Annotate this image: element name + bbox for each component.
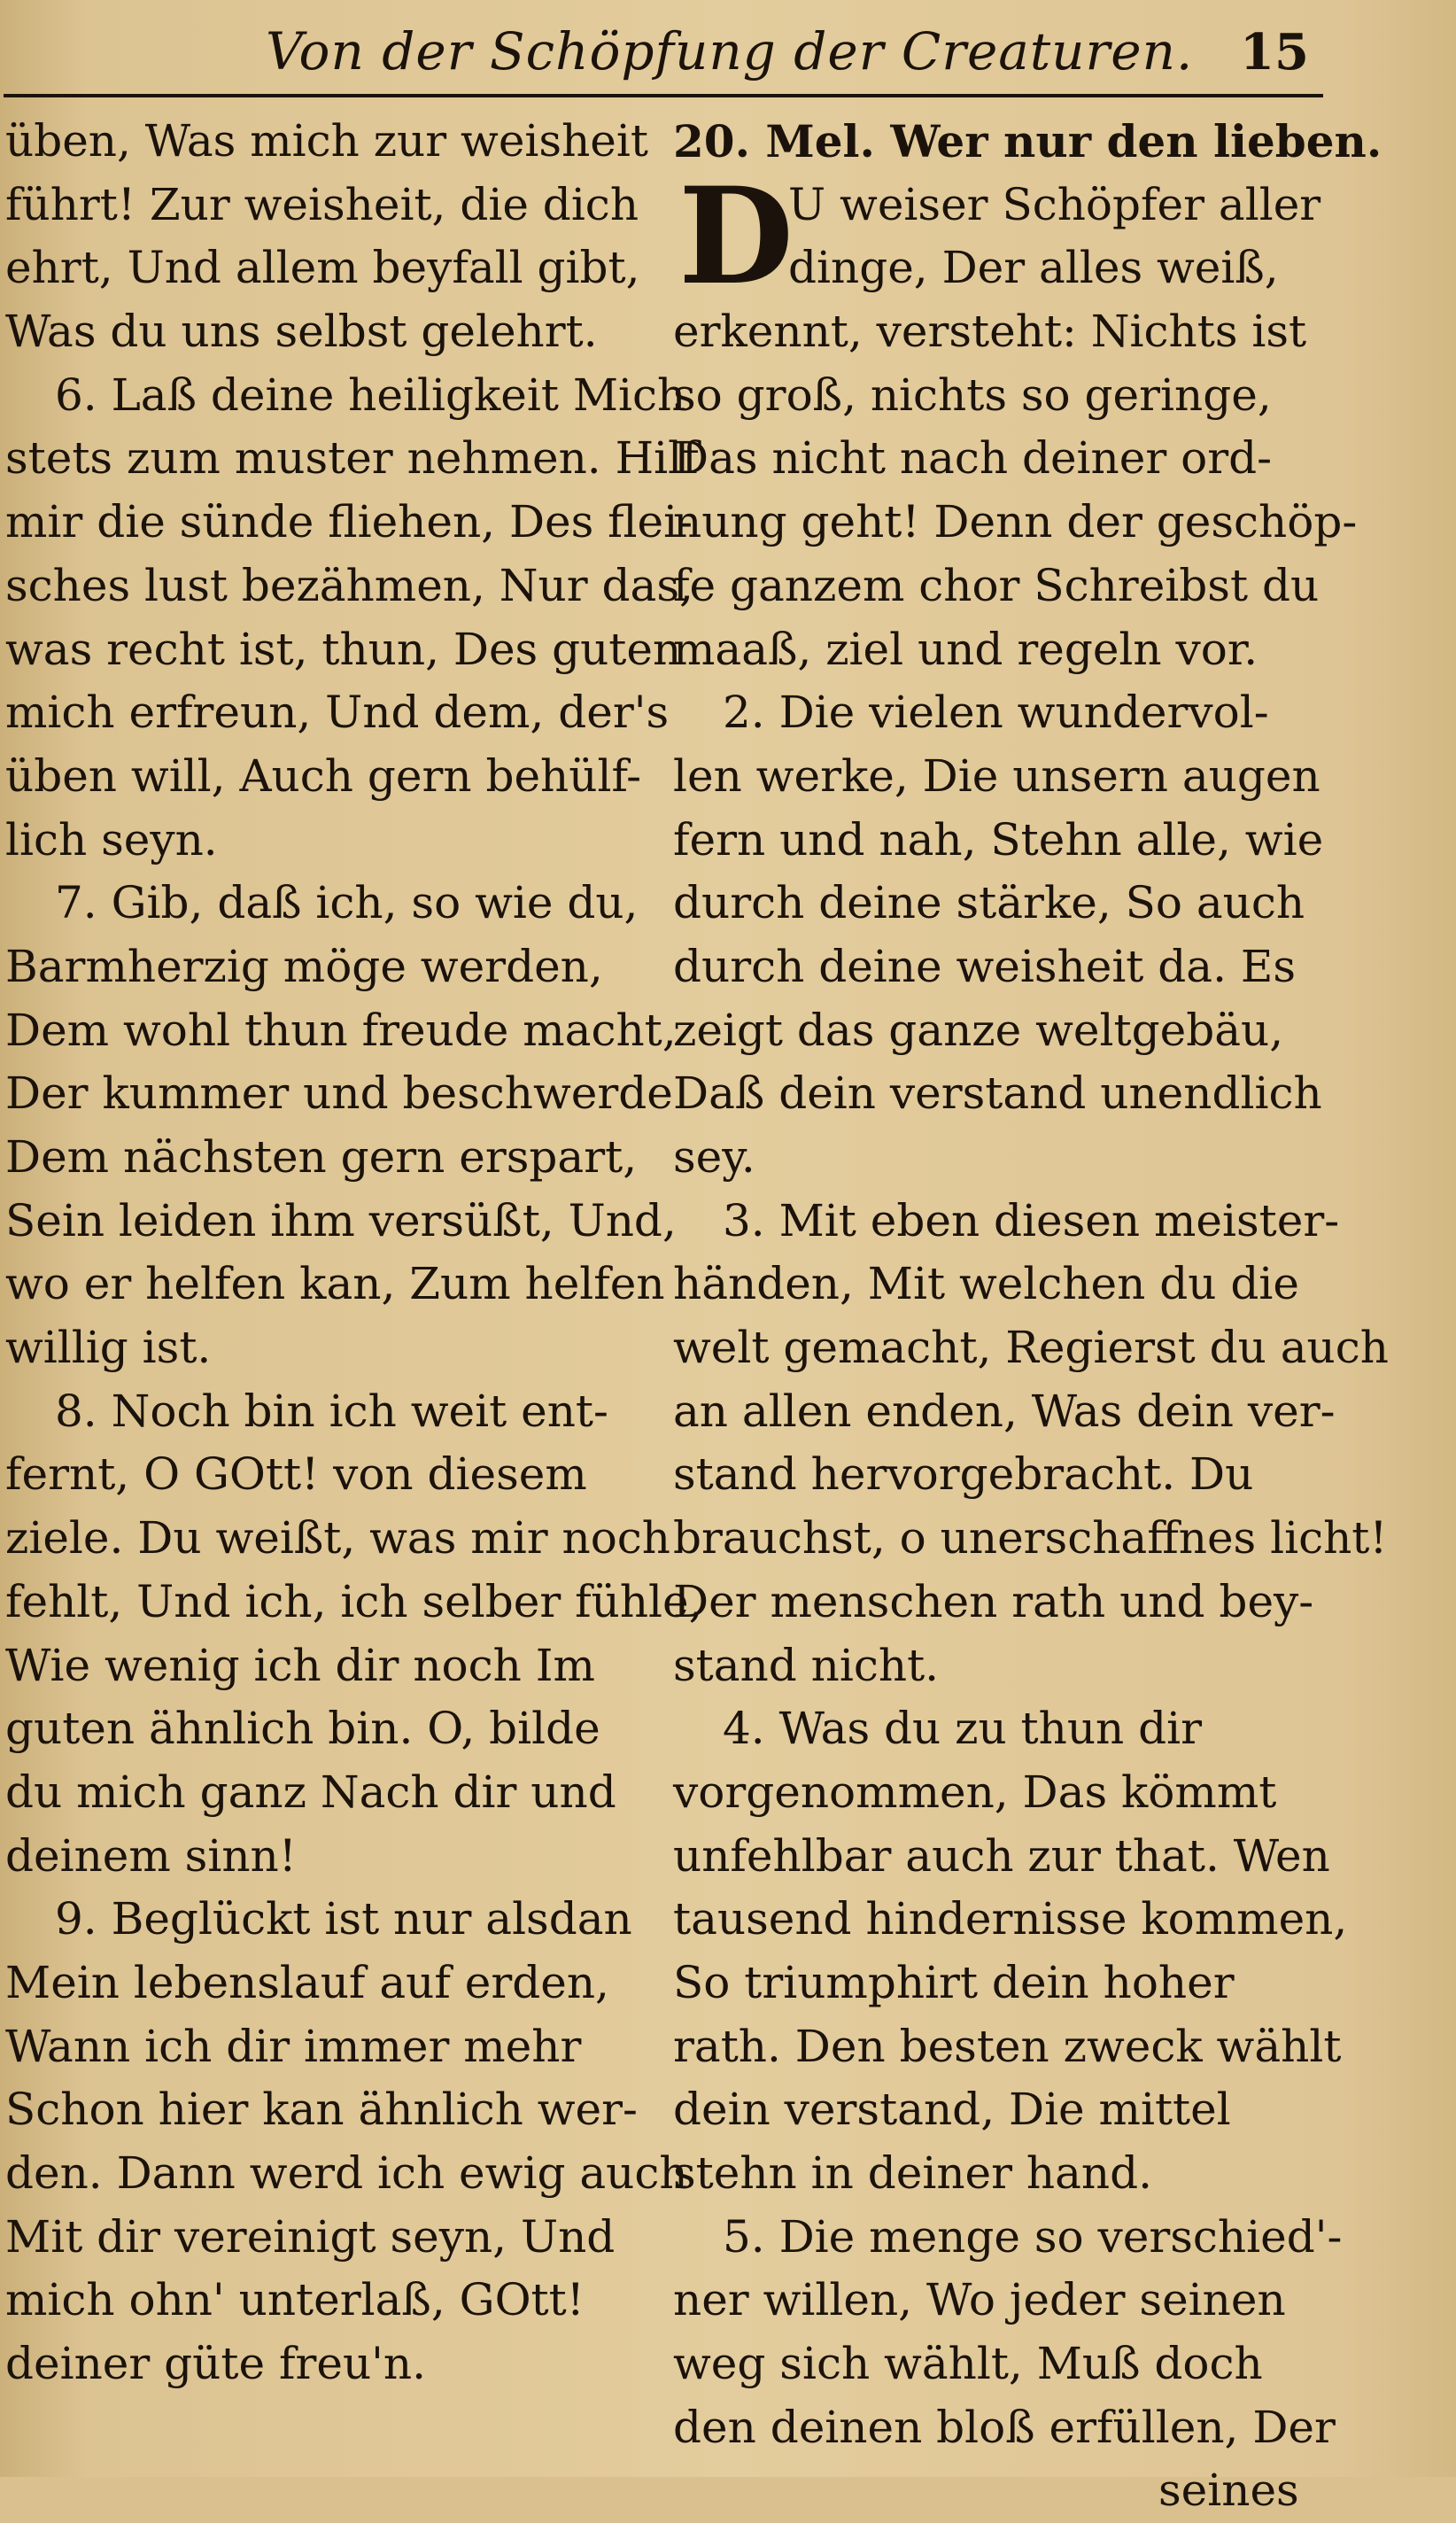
text-line: üben, Was mich zur weisheit	[5, 115, 648, 167]
stanza-6-start: 6. Laß deine heiligkeit Mich	[55, 369, 686, 421]
text-line: Was du uns selbst gelehrt.	[5, 306, 598, 358]
text-line: dinge, Der alles weiß,	[788, 242, 1279, 294]
text-line: weg sich wählt, Muß doch	[673, 2338, 1263, 2390]
text-line: stets zum muster nehmen. Hilf	[5, 432, 699, 485]
catchword: seines	[1158, 2465, 1299, 2517]
text-line: tausend hindernisse kommen,	[673, 1893, 1348, 1945]
text-line: Mit dir vereinigt seyn, Und	[5, 2210, 616, 2263]
text-line: Schon hier kan ähnlich wer-	[5, 2084, 638, 2136]
text-line: führt! Zur weisheit, die dich	[5, 178, 639, 230]
stanza-5-start: 5. Die menge so verschied'-	[723, 2210, 1343, 2263]
text-line: So triumphirt dein hoher	[673, 1956, 1235, 2008]
page-number: 15	[1240, 23, 1309, 82]
text-line: sches lust bezähmen, Nur das,	[5, 559, 693, 611]
text-line: Dem wohl thun freude macht,	[5, 1004, 677, 1056]
drop-cap: D	[678, 158, 794, 314]
text-line: du mich ganz Nach dir und	[5, 1766, 616, 1818]
text-line: händen, Mit welchen du die	[673, 1258, 1299, 1310]
right-column	[673, 110, 1389, 2523]
text-line: vorgenommen, Das kömmt	[673, 1766, 1277, 1818]
text-line: sey.	[673, 1131, 755, 1183]
text-line: nung geht! Denn der geschöp-	[673, 496, 1358, 548]
text-line: dein verstand, Die mittel	[673, 2084, 1231, 2136]
text-line: len werke, Die unsern augen	[673, 749, 1320, 802]
text-line: den deinen bloß erfüllen, Der	[673, 2401, 1336, 2453]
text-line: Wie wenig ich dir noch Im	[5, 1639, 595, 1691]
stanza-3-start: 3. Mit eben diesen meister-	[723, 1194, 1340, 1246]
text-line: Sein leiden ihm versüßt, Und,	[5, 1194, 677, 1246]
text-line: durch deine weisheit da. Es	[673, 940, 1297, 992]
stanza-2-start: 2. Die vielen wundervol-	[723, 687, 1269, 739]
text-line: welt gemacht, Regierst du auch	[673, 1322, 1389, 1374]
text-line: stand hervorgebracht. Du	[673, 1448, 1254, 1501]
text-line: was recht ist, thun, Des guten	[5, 623, 682, 675]
text-line: fernt, O GOtt! von diesem	[5, 1448, 587, 1501]
running-title: Von der Schöpfung der Creaturen.	[266, 21, 1194, 82]
text-line: fern und nah, Stehn alle, wie	[673, 813, 1324, 866]
melody-heading: 20. Mel. Wer nur den lieben.	[673, 115, 1382, 167]
text-line: mich ohn' unterlaß, GOtt!	[5, 2274, 585, 2326]
text-line: maaß, ziel und regeln vor.	[673, 623, 1259, 675]
text-line: ner willen, Wo jeder seinen	[673, 2274, 1286, 2326]
text-line: Wann ich dir immer mehr	[5, 2020, 582, 2072]
text-line: Das nicht nach deiner ord-	[673, 432, 1273, 485]
stanza-8-start: 8. Noch bin ich weit ent-	[55, 1385, 608, 1437]
text-line: mich erfreun, Und dem, der's	[5, 687, 670, 739]
text-line: an allen enden, Was dein ver-	[673, 1385, 1336, 1437]
text-line: Daß dein verstand unendlich	[673, 1067, 1322, 1120]
text-line: Mein lebenslauf auf erden,	[5, 1956, 609, 2008]
text-line: Barmherzig möge werden,	[5, 940, 603, 992]
text-line: wo er helfen kan, Zum helfen	[5, 1258, 665, 1310]
text-line: U weiser Schöpfer aller	[788, 178, 1321, 230]
text-line: deiner güte freu'n.	[5, 2338, 426, 2390]
page-header	[0, 12, 1456, 97]
stanza-7-start: 7. Gib, daß ich, so wie du,	[55, 877, 639, 929]
stanza-9-start: 9. Beglückt ist nur alsdan	[55, 1893, 632, 1945]
text-line: durch deine stärke, So auch	[673, 877, 1305, 929]
text-line: guten ähnlich bin. O, bilde	[5, 1703, 600, 1755]
text-line: unfehlbar auch zur that. Wen	[673, 1829, 1330, 1882]
text-line: Der menschen rath und bey-	[673, 1575, 1314, 1627]
text-line: zeigt das ganze weltgebäu,	[673, 1004, 1284, 1056]
text-line: Dem nächsten gern erspart,	[5, 1131, 638, 1183]
text-line: lich seyn.	[5, 813, 218, 866]
text-line: stand nicht.	[673, 1639, 940, 1691]
text-line: mir die sünde fliehen, Des flei-	[5, 496, 693, 548]
text-line: ehrt, Und allem beyfall gibt,	[5, 242, 640, 294]
text-line: so groß, nichts so geringe,	[673, 369, 1272, 421]
text-line: den. Dann werd ich ewig auch	[5, 2147, 688, 2199]
text-line: rath. Den besten zweck wählt	[673, 2020, 1342, 2072]
header-rule	[4, 94, 1323, 97]
text-line: ziele. Du weißt, was mir noch	[5, 1512, 671, 1564]
text-line: Der kummer und beschwerde	[5, 1067, 673, 1120]
left-column	[5, 110, 703, 2396]
text-line: üben will, Auch gern behülf-	[5, 749, 642, 802]
stanza-4-start: 4. Was du zu thun dir	[723, 1703, 1203, 1755]
text-line: brauchst, o unerschaffnes licht!	[673, 1512, 1388, 1564]
text-line: erkennt, versteht: Nichts ist	[673, 306, 1307, 358]
text-line: stehn in deiner hand.	[673, 2147, 1153, 2199]
text-line: fe ganzem chor Schreibst du	[673, 559, 1320, 611]
text-line: willig ist.	[5, 1322, 212, 1374]
text-line: fehlt, Und ich, ich selber fühle,	[5, 1575, 703, 1627]
text-line: deinem sinn!	[5, 1829, 297, 1882]
